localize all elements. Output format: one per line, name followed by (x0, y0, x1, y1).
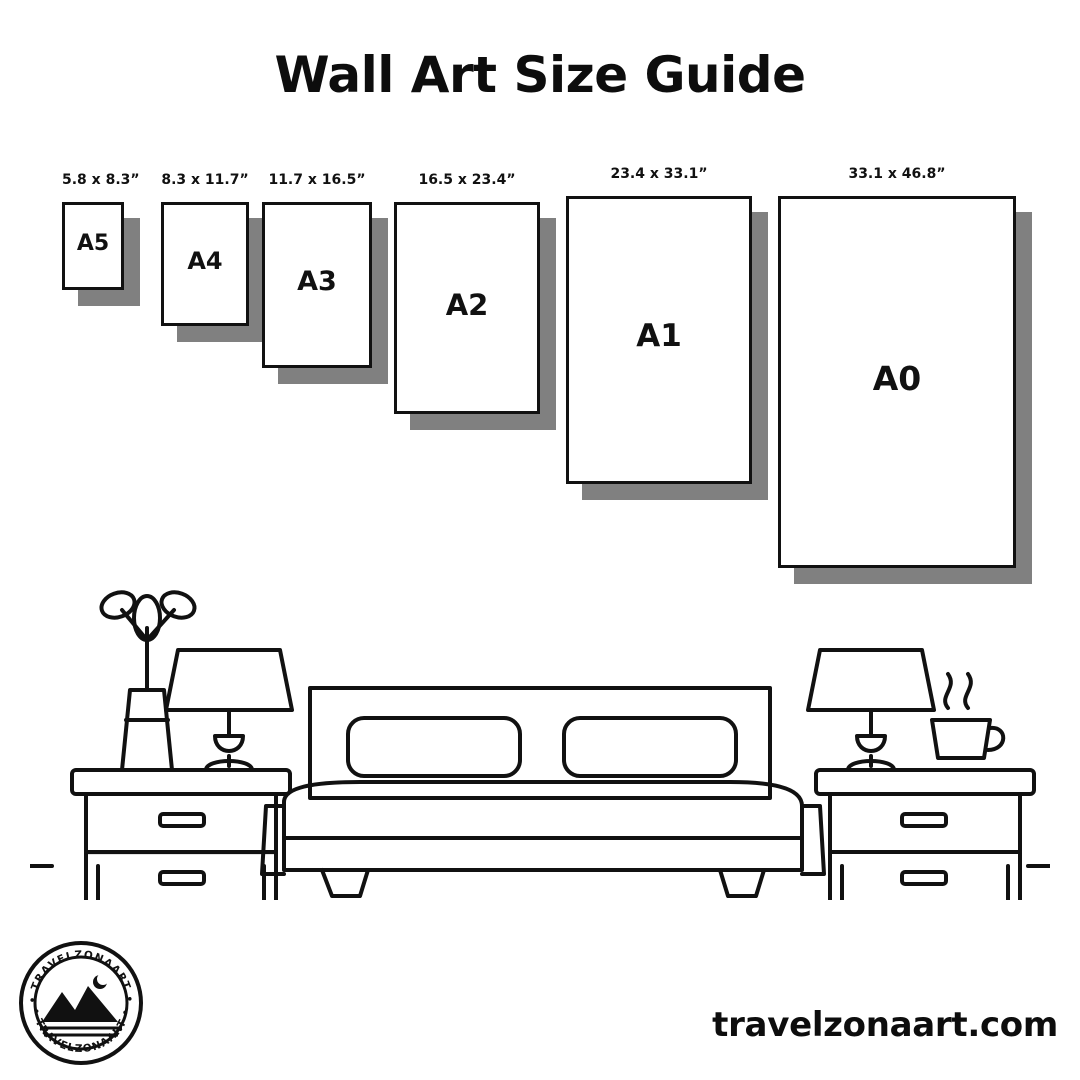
frame-size-name: A1 (636, 318, 682, 355)
frame-dimensions-label: 8.3 x 11.7” (161, 172, 249, 188)
left-lamp (166, 650, 292, 770)
brand-logo (18, 940, 144, 1066)
plant-vase (98, 588, 198, 770)
frame-size-name: A4 (187, 247, 223, 276)
frame-dimensions-label: 11.7 x 16.5” (268, 172, 366, 188)
frame-dimensions-label: 33.1 x 46.8” (848, 166, 946, 182)
frame-dimensions-label: 16.5 x 23.4” (418, 172, 516, 188)
page-title: Wall Art Size Guide (274, 46, 806, 104)
coffee-cup (932, 674, 1003, 758)
frame-size-name: A3 (297, 266, 337, 298)
logo-bottom-text: • TRAVELZONAART • (29, 1006, 133, 1056)
frame-a4 (161, 172, 265, 342)
website-url: travelzonaart.com (712, 1005, 1058, 1045)
frame-a1 (566, 166, 768, 500)
frame-a2 (394, 172, 556, 430)
frame-a0 (778, 166, 1032, 584)
logo-top-text: • TRAVELZONAART • (26, 948, 136, 1004)
frame-a3 (262, 172, 388, 384)
bedroom-illustration (30, 570, 1050, 900)
frame-dimensions-label: 23.4 x 33.1” (610, 166, 708, 182)
frame-a5 (62, 172, 140, 306)
frame-size-name: A5 (76, 230, 110, 256)
left-nightstand (72, 770, 290, 900)
bed (262, 688, 824, 896)
frame-size-name: A0 (872, 358, 922, 398)
right-lamp (808, 650, 934, 770)
frame-size-name: A2 (445, 287, 489, 322)
frame-dimensions-label: 5.8 x 8.3” (62, 172, 140, 188)
right-nightstand (816, 770, 1034, 900)
